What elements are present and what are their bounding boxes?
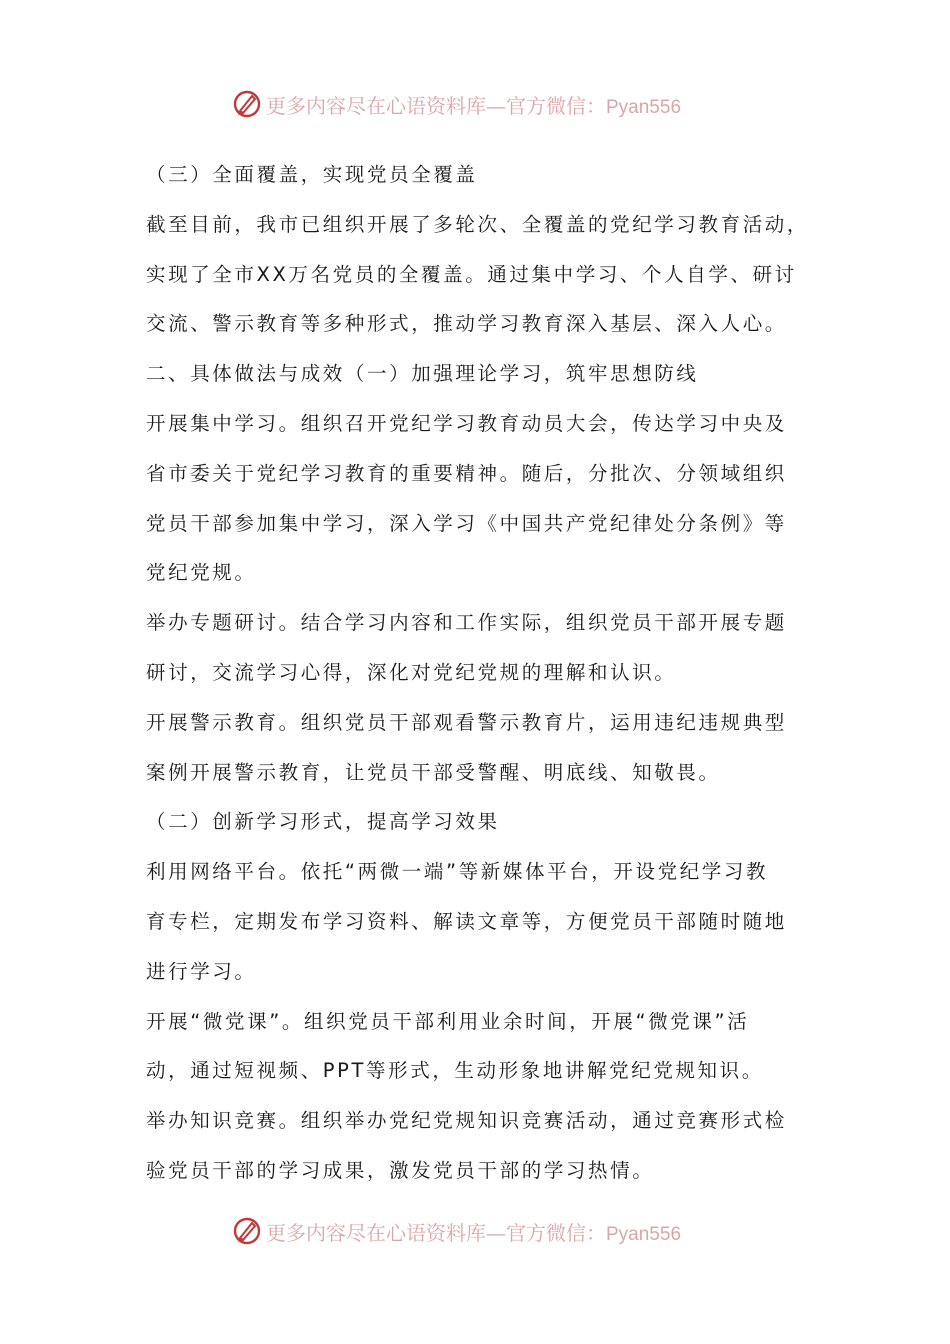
paragraph-line: 开展警示教育。组织党员干部观看警示教育片，运用违纪违规典型 [146, 710, 787, 734]
paragraph-line: 开展“微党课”。组织党员干部利用业余时间，开展“微党课”活 [146, 1009, 750, 1033]
watermark-text: 更多内容尽在心语资料库—官方微信：Pyan556 [266, 93, 682, 118]
paragraph-line: 省市委关于党纪学习教育的重要精神。随后，分批次、分领域组织 [146, 461, 787, 485]
paragraph-line: 党纪党规。 [146, 561, 257, 585]
paragraph-line: 截至目前，我市已组织开展了多轮次、全覆盖的党纪学习教育活动， [146, 212, 810, 236]
paragraph-line: 研讨，交流学习心得，深化对党纪党规的理解和认识。 [146, 660, 677, 684]
paragraph-line: 验党员干部的学习成果，激发党员干部的学习热情。 [146, 1158, 655, 1182]
paragraph-line: 进行学习。 [146, 959, 257, 983]
paragraph-line: 党员干部参加集中学习，深入学习《中国共产党纪律处分条例》等 [146, 511, 787, 535]
paragraph-line: 利用网络平台。依托“两微一端”等新媒体平台，开设党纪学习教 [146, 860, 769, 884]
section-heading: （三）全面覆盖，实现党员全覆盖 [146, 163, 478, 186]
footer-watermark [232, 1211, 681, 1251]
section-heading: 二、具体做法与成效（一）加强理论学习，筑牢思想防线 [146, 362, 699, 386]
section-heading: （二）创新学习形式，提高学习效果 [146, 810, 500, 834]
paragraph-line: 开展集中学习。组织召开党纪学习教育动员大会，传达学习中央及 [146, 411, 787, 435]
paragraph-line: 举办专题研讨。结合学习内容和工作实际，组织党员干部开展专题 [146, 611, 787, 635]
pen-nib-circle-icon [232, 1216, 262, 1246]
paragraph-line: 案例开展警示教育，让党员干部受警醒、明底线、知敬畏。 [146, 760, 721, 784]
pen-nib-circle-icon [232, 89, 262, 119]
document-body [146, 150, 826, 1196]
paragraph-line: 交流、警示教育等多种形式，推动学习教育深入基层、深入人心。 [146, 312, 787, 336]
paragraph-line: 实现了全市XX万名党员的全覆盖。通过集中学习、个人自学、研讨 [146, 262, 797, 286]
paragraph-line: 动，通过短视频、PPT等形式，生动形象地讲解党纪党规知识。 [146, 1059, 764, 1083]
header-watermark [232, 84, 681, 124]
paragraph-line: 育专栏，定期发布学习资料、解读文章等，方便党员干部随时随地 [146, 909, 787, 933]
watermark-text: 更多内容尽在心语资料库—官方微信：Pyan556 [266, 1220, 682, 1245]
paragraph-line: 举办知识竞赛。组织举办党纪党规知识竞赛活动，通过竞赛形式检 [146, 1109, 787, 1133]
